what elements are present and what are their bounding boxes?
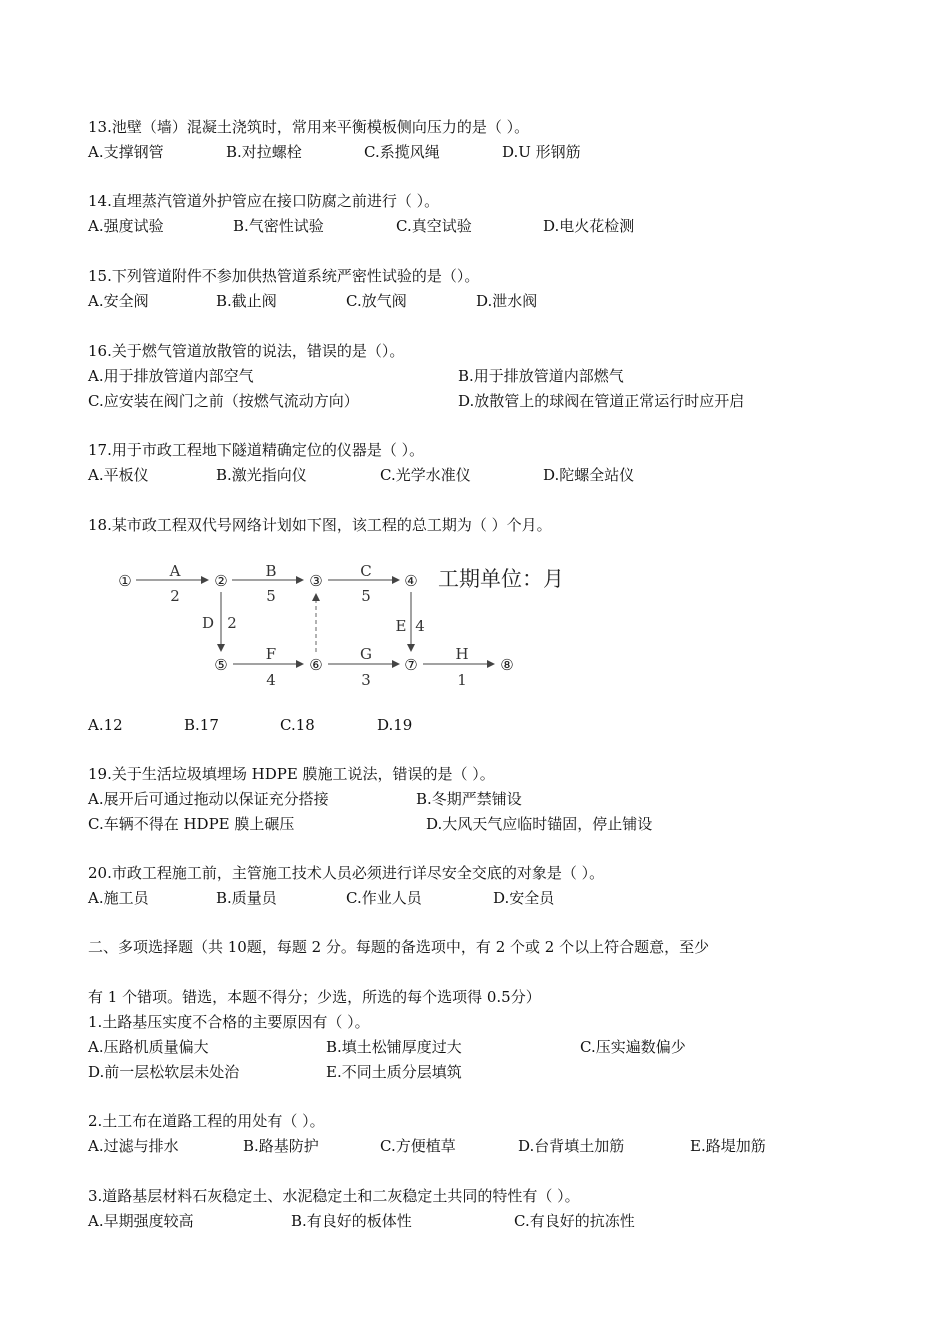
activity-a-name: A (169, 562, 181, 580)
node-8: ⑧ (500, 656, 514, 674)
m2-option-a: A.过滤与排水 (88, 1137, 179, 1155)
q13-option-a: A.支撑钢管 (88, 143, 164, 161)
q13-option-b: B.对拉螺栓 (226, 143, 302, 161)
q20-option-b: B.质量员 (216, 889, 277, 907)
m1-option-d: D.前一层松软层未处治 (88, 1063, 240, 1081)
q20-stem: 20.市政工程施工前，主管施工技术人员必须进行详尽安全交底的对象是（ ）。 (88, 864, 605, 882)
q19-option-b: B.冬期严禁铺设 (416, 790, 522, 808)
q14-option-d: D.电火花检测 (543, 217, 635, 235)
q19-option-a: A.展开后可通过拖动以保证充分搭接 (88, 790, 329, 808)
m2-stem: 2.土工布在道路工程的用处有（ ）。 (88, 1112, 325, 1130)
q17-option-a: A.平板仪 (88, 466, 149, 484)
q18-option-d: D.19 (377, 716, 413, 734)
q14-option-b: B.气密性试验 (233, 217, 324, 235)
activity-h-duration: 1 (457, 671, 467, 689)
m1-option-a: A.压路机质量偏大 (88, 1038, 209, 1056)
m3-option-c: C.有良好的抗冻性 (514, 1212, 635, 1230)
q15-option-d: D.泄水阀 (476, 292, 538, 310)
m2-option-d: D.台背填土加筋 (518, 1137, 625, 1155)
q20-option-d: D.安全员 (493, 889, 555, 907)
q17-option-c: C.光学水准仪 (380, 466, 471, 484)
m1-option-c: C.压实遍数偏少 (580, 1038, 686, 1056)
q13-option-c: C.系揽风绳 (364, 143, 440, 161)
q17-option-d: D.陀螺全站仪 (543, 466, 635, 484)
node-7: ⑦ (404, 656, 418, 674)
activity-b-name: B (265, 562, 277, 580)
q13-option-d: D.U 形钢筋 (502, 143, 581, 161)
m2-option-c: C.方便植草 (380, 1137, 456, 1155)
m3-stem: 3.道路基层材料石灰稳定土、水泥稳定土和二灰稳定土共同的特性有（ ）。 (88, 1187, 580, 1205)
q16-option-c: C.应安装在阀门之前（按燃气流动方向） (88, 392, 359, 410)
activity-e-name: E (395, 617, 407, 635)
node-2: ② (214, 572, 228, 590)
activity-b-duration: 5 (266, 587, 276, 605)
activity-d-name: D (201, 614, 215, 632)
q17-stem: 17.用于市政工程地下隧道精确定位的仪器是（ ）。 (88, 441, 425, 459)
m1-option-b: B.填土松铺厚度过大 (326, 1038, 462, 1056)
q18-option-b: B.17 (184, 716, 219, 734)
q19-option-c: C.车辆不得在 HDPE 膜上碾压 (88, 815, 295, 833)
m2-option-e: E.路堤加筋 (690, 1137, 766, 1155)
node-5: ⑤ (214, 656, 228, 674)
duration-unit-label: 工期单位：月 (438, 567, 564, 591)
q16-option-b: B.用于排放管道内部燃气 (458, 367, 624, 385)
activity-a-duration: 2 (170, 587, 180, 605)
node-4: ④ (404, 572, 418, 590)
q14-option-a: A.强度试验 (88, 217, 164, 235)
m3-option-b: B.有良好的板体性 (291, 1212, 412, 1230)
q16-option-d: D.放散管上的球阀在管道正常运行时应开启 (458, 392, 745, 410)
activity-c-name: C (360, 562, 372, 580)
q14-stem: 14.直埋蒸汽管道外护管应在接口防腐之前进行（ ）。 (88, 192, 440, 210)
q18-option-c: C.18 (280, 716, 315, 734)
m1-option-e: E.不同土质分层填筑 (326, 1063, 462, 1081)
activity-f-name: F (265, 645, 277, 663)
q16-option-a: A.用于排放管道内部空气 (88, 367, 254, 385)
activity-f-duration: 4 (266, 671, 276, 689)
q15-option-b: B.截止阀 (216, 292, 277, 310)
section2-heading-line2: 有 1 个错项。错选，本题不得分；少选，所选的每个选项得 0.5分） (88, 988, 541, 1006)
q19-stem: 19.关于生活垃圾填埋场 HDPE 膜施工说法，错误的是（ ）。 (88, 765, 495, 783)
q19-option-d: D.大风天气应临时锚固，停止铺设 (426, 815, 653, 833)
m3-option-a: A.早期强度较高 (88, 1212, 194, 1230)
q16-stem: 16.关于燃气管道放散管的说法，错误的是（）。 (88, 342, 405, 360)
q17-option-b: B.激光指向仪 (216, 466, 307, 484)
q18-option-a: A.12 (88, 716, 123, 734)
q20-option-a: A.施工员 (88, 889, 149, 907)
node-6: ⑥ (309, 656, 323, 674)
section2-heading-line1: 二、多项选择题（共 10题，每题 2 分。每题的备选项中，有 2 个或 2 个以上符合题意，至少 (88, 938, 710, 956)
q15-option-a: A.安全阀 (88, 292, 149, 310)
node-3: ③ (309, 572, 323, 590)
activity-g-duration: 3 (361, 671, 371, 689)
activity-h-name: H (455, 645, 469, 663)
q15-option-c: C.放气阀 (346, 292, 407, 310)
q18-stem: 18.某市政工程双代号网络计划如下图，该工程的总工期为（ ）个月。 (88, 516, 552, 534)
activity-d-duration: 2 (227, 614, 237, 632)
activity-g-name: G (360, 645, 372, 663)
q20-option-c: C.作业人员 (346, 889, 422, 907)
m2-option-b: B.路基防护 (243, 1137, 319, 1155)
q14-option-c: C.真空试验 (396, 217, 472, 235)
activity-c-duration: 5 (361, 587, 371, 605)
node-1: ① (118, 572, 132, 590)
q13-stem: 13.池壁（墙）混凝土浇筑时，常用来平衡模板侧向压力的是（ ）。 (88, 118, 530, 136)
m1-stem: 1.土路基压实度不合格的主要原因有（ ）。 (88, 1013, 370, 1031)
q15-stem: 15.下列管道附件不参加供热管道系统严密性试验的是（）。 (88, 267, 480, 285)
activity-e-duration: 4 (415, 617, 425, 635)
